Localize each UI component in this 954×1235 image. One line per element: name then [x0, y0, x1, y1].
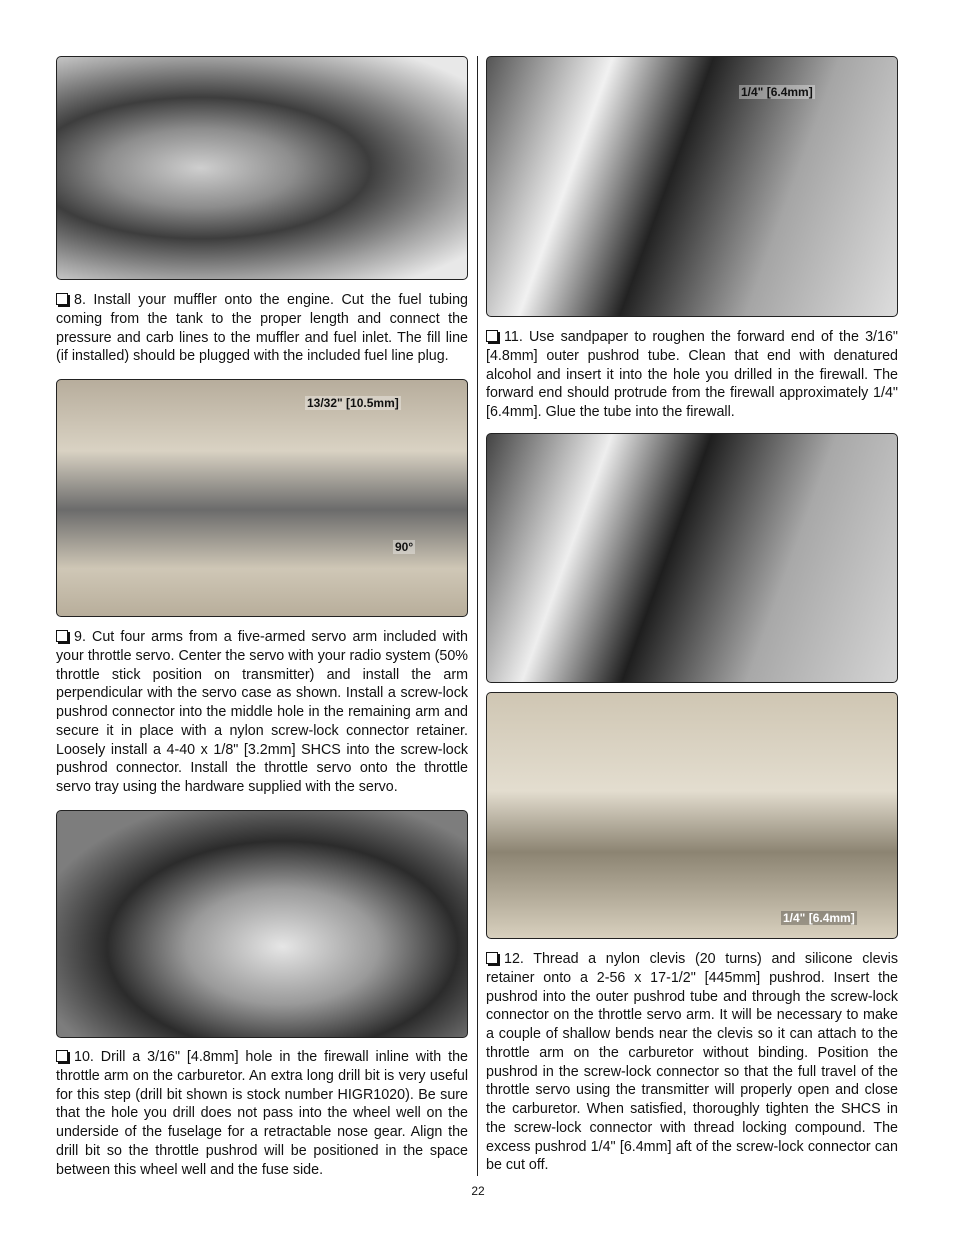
photo-muffler-engine [56, 56, 468, 280]
step-9-text: 9. Cut four arms from a five-armed servo arm included with your throttle servo. Center the servo with your radio system (50% throttle stick position on transmitter) and install the arm perpendicular with the servo case as shown. Install a screw-lock pushrod connector into the middle hole in the remaining arm and secure it in place with a nylon screw-lock connector retainer. Loosely install a 4-40 x 1/8" [3.2mm] SHCS into the screw-lock pushrod connector. Install the throttle servo onto the throttle servo tray using the hardware supplied with the servo. [56, 629, 468, 795]
step-10-text: 10. Drill a 3/16" [4.8mm] hole in the firewall inline with the throttle arm on the carburetor. An extra long drill bit is very useful for this step (drill bit shown is stock number HIGR1020). Be sure that the hole you drill does not pass into the wheel well on the underside of the fuselage for a retractable nose gear. Align the drill bit so the throttle pushrod will be positioned in the space between this wheel well and the fuse side. [56, 1049, 468, 1178]
checkbox-icon[interactable] [56, 630, 68, 642]
step-8 [56, 291, 468, 366]
label-servo-angle: 90° [395, 540, 414, 554]
step-12-text: 12. Thread a nylon clevis (20 turns) and silicone clevis retainer onto a 2-56 x 17-1/2" [445mm] pushrod. Insert the pushrod into the outer pushrod tube and through the screw-lock connector on the throttle servo arm. It will be necessary to make a couple of shallow bends near the clevis so it can attach to the throttle arm on the carburetor without binding. Position the pushrod in the screw-lock connector so that the full travel of the throttle servo using the transmitter will properly open and close the carburetor. When satisfied, thoroughly tighten the SHCS in the screw-lock connector with thread locking compound. The excess pushrod 1/4" [6.4mm] aft of the screw-lock connector can be cut off. [486, 951, 898, 1174]
checkbox-icon[interactable] [56, 1050, 68, 1062]
step-8-text: 8. Install your muffler onto the engine. Cut the fuel tubing coming from the tank to the proper length and connect the pressure and carb lines to the muffler and fuel inlet. The fill line (if installed) should be plugged with the included fuel line plug. [56, 292, 468, 365]
photo-drilling-firewall [56, 810, 468, 1038]
label-tube-protrusion: 1/4" [6.4mm] [741, 85, 813, 99]
column-divider [477, 56, 478, 1176]
checkbox-icon[interactable] [486, 330, 498, 342]
step-11-text: 11. Use sandpaper to roughen the forward end of the 3/16" [4.8mm] outer pushrod tube. Clean that end with denatured alcohol and insert it into the hole you drilled in the firewall. The forward end should protrude from the firewall approximately 1/4" [6.4mm]. Glue the tube into the firewall. [486, 329, 898, 420]
photo-pushrod-tube-firewall [486, 56, 898, 317]
step-10 [56, 1048, 468, 1179]
photo-throttle-servo [56, 379, 468, 617]
checkbox-icon[interactable] [486, 952, 498, 964]
photo-pushrod-clevis [486, 433, 898, 683]
checkbox-icon[interactable] [56, 293, 68, 305]
step-11 [486, 328, 898, 422]
step-12 [486, 950, 898, 1175]
page-number: 22 [471, 1184, 485, 1198]
photo-pushrod-servo-connector [486, 692, 898, 939]
step-9 [56, 628, 468, 797]
label-servo-offset: 13/32" [10.5mm] [307, 396, 399, 410]
label-pushrod-excess: 1/4" [6.4mm] [783, 911, 855, 925]
